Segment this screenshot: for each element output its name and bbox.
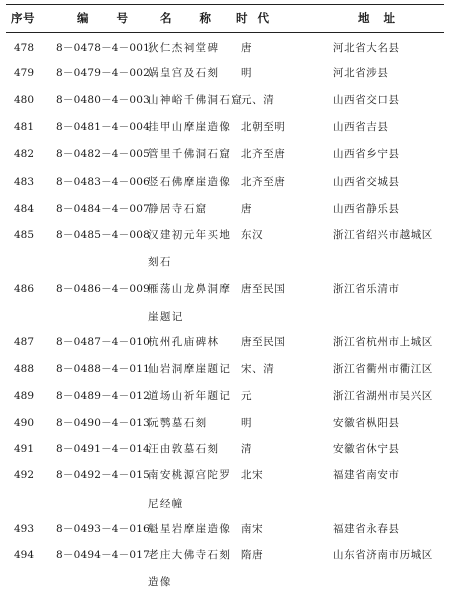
cell-era: 北齐至唐 — [241, 176, 286, 188]
cell-name: 娲皇宫及石刻 — [148, 67, 220, 79]
header-code: 编 号 — [77, 11, 141, 25]
cell-era: 唐 — [241, 42, 253, 54]
cell-location: 山东省济南市历城区 — [333, 549, 433, 561]
cell-code: 8－0487－4－010 — [56, 336, 151, 348]
cell-serial-number: 480 — [14, 94, 35, 106]
cell-location: 山西省静乐县 — [333, 203, 400, 215]
cell-name: 汪由敦墓石刻 — [148, 443, 220, 455]
cell-name: 杭州孔庙碑林 — [148, 336, 220, 348]
cell-era: 宋、清 — [241, 363, 275, 375]
cell-name: 管里千佛洞石窟 — [148, 148, 232, 160]
cell-era: 东汉 — [241, 229, 264, 241]
table-header — [0, 6, 450, 28]
cell-serial-number: 486 — [14, 283, 35, 295]
cell-code: 8－0481－4－004 — [56, 121, 151, 133]
cell-name: 雁荡山龙鼻洞摩 — [148, 283, 232, 295]
cell-location: 浙江省绍兴市越城区 — [333, 229, 433, 241]
cell-name: 南安桃源宫陀罗 — [148, 469, 232, 481]
cell-serial-number: 487 — [14, 336, 35, 348]
cell-code: 8－0493－4－016 — [56, 523, 151, 535]
cell-serial-number: 493 — [14, 523, 35, 535]
cell-serial-number: 488 — [14, 363, 35, 375]
cell-location: 浙江省杭州市上城区 — [333, 336, 433, 348]
cell-name: 老庄大佛寺石刻 — [148, 549, 232, 561]
cell-name: 静居寺石窟 — [148, 203, 208, 215]
cell-era: 南宋 — [241, 523, 264, 535]
cell-name: 狄仁杰祠堂碑 — [148, 42, 220, 54]
cell-serial-number: 484 — [14, 203, 35, 215]
cell-location: 福建省永春县 — [333, 523, 400, 535]
cell-location: 浙江省湖州市吴兴区 — [333, 390, 433, 402]
cell-location: 福建省南安市 — [333, 469, 400, 481]
cell-code: 8－0483－4－006 — [56, 176, 151, 188]
cell-code: 8－0490－4－013 — [56, 417, 151, 429]
cell-era: 北朝至明 — [241, 121, 286, 133]
cell-location: 安徽省休宁县 — [333, 443, 400, 455]
cell-name: 竖石佛摩崖造像 — [148, 176, 232, 188]
cell-location: 河北省涉县 — [333, 67, 389, 79]
cell-name: 山神峪千佛洞石窟 — [148, 94, 244, 106]
cell-serial-number: 482 — [14, 148, 35, 160]
cell-name: 魁星岩摩崖造像 — [148, 523, 232, 535]
cell-code: 8－0486－4－009 — [56, 283, 151, 295]
header-serial-number: 序号 — [11, 11, 35, 25]
cell-era: 清 — [241, 443, 253, 455]
cell-era: 唐 — [241, 203, 253, 215]
cell-era: 唐至民国 — [241, 336, 286, 348]
cell-name: 挂甲山摩崖造像 — [148, 121, 232, 133]
cell-serial-number: 492 — [14, 469, 35, 481]
cell-code: 8－0482－4－005 — [56, 148, 151, 160]
cell-location: 山西省交口县 — [333, 94, 400, 106]
cell-serial-number: 485 — [14, 229, 35, 241]
cell-serial-number: 481 — [14, 121, 35, 133]
cell-code: 8－0494－4－017 — [56, 549, 151, 561]
header-location: 地址 — [358, 11, 409, 25]
cell-code: 8－0488－4－011 — [56, 363, 151, 375]
cell-name-continuation: 刻石 — [148, 256, 172, 268]
cell-name-continuation: 造像 — [148, 576, 172, 588]
cell-location: 山西省交城县 — [333, 176, 400, 188]
cell-location: 安徽省枞阳县 — [333, 417, 400, 429]
cell-era: 明 — [241, 417, 253, 429]
cell-name: 阮鹗墓石刻 — [148, 417, 208, 429]
cell-serial-number: 479 — [14, 67, 35, 79]
cell-era: 明 — [241, 67, 253, 79]
cell-serial-number: 491 — [14, 443, 35, 455]
cell-serial-number: 494 — [14, 549, 35, 561]
cell-name-continuation: 崖题记 — [148, 311, 184, 323]
cell-code: 8－0479－4－002 — [56, 67, 151, 79]
header-era: 时代 — [236, 11, 279, 25]
cell-location: 河北省大名县 — [333, 42, 400, 54]
cell-location: 浙江省乐清市 — [333, 283, 400, 295]
cell-code: 8－0478－4－001 — [56, 42, 151, 54]
cell-era: 唐至民国 — [241, 283, 286, 295]
cell-code: 8－0492－4－015 — [56, 469, 151, 481]
cell-serial-number: 483 — [14, 176, 35, 188]
cell-era: 元、清 — [241, 94, 275, 106]
header-name: 名 称 — [160, 11, 224, 25]
cell-serial-number: 490 — [14, 417, 35, 429]
cell-location: 山西省吉县 — [333, 121, 389, 133]
cell-code: 8－0484－4－007 — [56, 203, 151, 215]
cell-code: 8－0489－4－012 — [56, 390, 151, 402]
cell-code: 8－0485－4－008 — [56, 229, 151, 241]
cell-name: 汉建初元年买地 — [148, 229, 232, 241]
cell-serial-number: 478 — [14, 42, 35, 54]
cell-name: 仙岩洞摩崖题记 — [148, 363, 232, 375]
header-rule — [6, 32, 444, 33]
cell-era: 元 — [241, 390, 253, 402]
cell-era: 隋唐 — [241, 549, 264, 561]
cell-era: 北齐至唐 — [241, 148, 286, 160]
cell-name-continuation: 尼经幢 — [148, 498, 184, 510]
top-rule — [6, 4, 444, 5]
cell-code: 8－0491－4－014 — [56, 443, 151, 455]
cell-era: 北宋 — [241, 469, 264, 481]
cell-serial-number: 489 — [14, 390, 35, 402]
cell-code: 8－0480－4－003 — [56, 94, 151, 106]
cell-location: 山西省乡宁县 — [333, 148, 400, 160]
cell-name: 道场山祈年题记 — [148, 390, 232, 402]
cell-location: 浙江省衢州市衢江区 — [333, 363, 433, 375]
